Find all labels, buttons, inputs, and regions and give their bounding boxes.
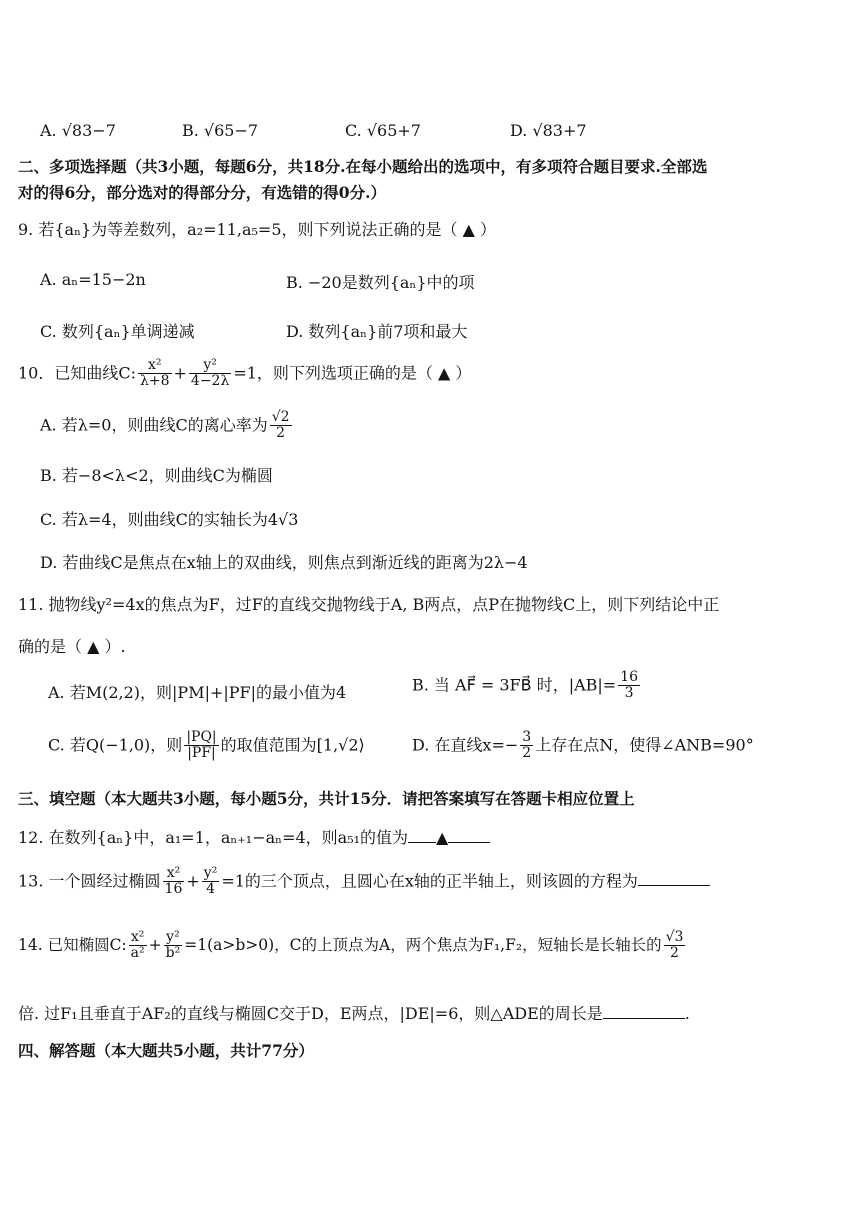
- q13-suffix: =1的三个顶点，且圆心在x轴的正半轴上，则该圆的方程为: [221, 871, 638, 891]
- q14-line1: [18, 930, 687, 962]
- q10-option-b: B. 若−8<λ<2，则曲线C为椭圆: [40, 466, 273, 485]
- q12-blank-right: [448, 841, 490, 843]
- q11-option-d-suffix: 上存在点N，使得∠ANB=90°: [535, 735, 754, 755]
- q11-option-c-suffix: 的取值范围为[1,√2⟩: [220, 735, 365, 755]
- q14-frac3: [664, 930, 686, 962]
- q14-frac3-den: 2: [670, 945, 679, 962]
- q10-frac2-num: y²: [189, 358, 231, 374]
- q9-option-a: A. aₙ=15−2n: [40, 270, 146, 289]
- q10-option-a-den: 2: [276, 425, 286, 442]
- q11-option-d-prefix: D. 在直线x=−: [412, 735, 519, 755]
- section2-header-line2: 对的得6分，部分选对的得部分分，有选错的得0分.）: [18, 183, 386, 202]
- q14-line2-text: 倍. 过F₁且垂直于AF₂的直线与椭圆C交于D，E两点，|DE|=6，则△ADE的周长是: [18, 1004, 603, 1023]
- q8-option-c: C. √65+7: [345, 121, 421, 140]
- q12: [18, 828, 490, 847]
- q14-frac2: [164, 930, 183, 962]
- q12-answer-mark: ▲: [436, 828, 449, 847]
- q13: [18, 866, 710, 898]
- q11-option-b-den: 3: [624, 685, 634, 702]
- q10-frac1-num: x²: [138, 358, 172, 374]
- q8-option-d: D. √83+7: [510, 121, 587, 140]
- q11-option-d-den: 2: [522, 745, 532, 762]
- q13-prefix: 13. 一个圆经过椭圆: [18, 871, 161, 891]
- q10-option-c: C. 若λ=4，则曲线C的实轴长为4√3: [40, 510, 299, 529]
- q10-option-d: D. 若曲线C是焦点在x轴上的双曲线，则焦点到渐近线的距离为2λ−4: [40, 553, 528, 572]
- q10-stem: [18, 358, 471, 390]
- q10-frac2: [189, 358, 231, 390]
- q11-option-b: [412, 670, 642, 702]
- q13-frac2-den: 4: [206, 881, 215, 898]
- q14-line2: [18, 1004, 690, 1023]
- q10-frac1: [138, 358, 172, 390]
- q9-option-d: D. 数列{aₙ}前7项和最大: [286, 322, 468, 341]
- q12-blank-left: [408, 841, 436, 843]
- q11-stem-line2: 确的是（ ▲ ）.: [18, 637, 126, 656]
- q9-option-c: C. 数列{aₙ}单调递减: [40, 322, 195, 341]
- q14-frac1-den: a²: [130, 945, 145, 962]
- q10-option-a-text: A. 若λ=0，则曲线C的离心率为: [40, 415, 268, 435]
- q10-option-a: [40, 410, 294, 442]
- q8-option-b: B. √65−7: [182, 121, 259, 140]
- q14-frac3-num: √3: [665, 929, 684, 945]
- section3-header: 三、填空题（本大题共3小题，每小题5分，共计15分．请把答案填写在答题卡相应位置上: [18, 789, 635, 808]
- q10-option-a-frac: [270, 410, 292, 442]
- q13-frac1-den: 16: [164, 881, 183, 898]
- section2-header-line1: 二、多项选择题（共3小题，每题6分，共18分.在每小题给出的选项中，有多项符合题目要求.全部选: [18, 157, 708, 176]
- q11-option-b-text: B. 当 AF⃗ = 3FB⃗ 时，|AB|=: [412, 675, 617, 695]
- q11-option-c-prefix: C. 若Q(−1,0)，则: [48, 735, 183, 755]
- q14-prefix: 14. 已知椭圆C:: [18, 935, 127, 954]
- q13-plus: +: [186, 871, 200, 891]
- q14-frac2-den: b²: [165, 945, 181, 962]
- q10-stem-suffix: =1，则下列选项正确的是（ ▲ ）: [233, 363, 472, 383]
- q14-answer-blank: [603, 1017, 685, 1019]
- q14-plus: +: [148, 935, 162, 954]
- q14-frac1-num: x²: [129, 930, 147, 946]
- q13-frac1-num: x²: [163, 866, 185, 882]
- q9-stem: 9. 若{aₙ}为等差数列，a₂=11,a₅=5，则下列说法正确的是（ ▲ ）: [18, 220, 496, 239]
- q11-option-c-num: |PQ|: [186, 729, 217, 745]
- q11-option-d: [412, 730, 754, 762]
- q13-answer-blank: [638, 884, 710, 886]
- q10-plus: +: [173, 363, 187, 383]
- q13-frac1: [163, 866, 185, 898]
- q9-option-b: B. −20是数列{aₙ}中的项: [286, 273, 475, 292]
- q12-text: 12. 在数列{aₙ}中，a₁=1，aₙ₊₁−aₙ=4，则a₅₁的值为: [18, 828, 409, 847]
- q11-option-d-frac: [520, 730, 533, 762]
- q11-option-b-frac: [618, 670, 640, 702]
- q13-frac2-num: y²: [203, 865, 218, 881]
- q10-stem-prefix: 10．已知曲线C:: [18, 363, 136, 383]
- q14-period: .: [684, 1004, 690, 1023]
- q10-frac2-den: 4−2λ: [190, 373, 230, 390]
- q11-option-c: [48, 730, 365, 762]
- q11-option-c-den: |PF|: [187, 745, 216, 762]
- q11-option-b-num: 16: [620, 669, 639, 685]
- section4-header: 四、解答题（本大题共5小题，共计77分）: [18, 1041, 314, 1060]
- q11-stem-line1: 11. 抛物线y²=4x的焦点为F，过F的直线交抛物线于A, B两点，点P在抛物线C上，则下列结论中正: [18, 595, 720, 614]
- q11-option-c-frac: [184, 730, 218, 762]
- q13-frac2: [202, 866, 220, 898]
- q14-mid: =1(a>b>0)，C的上顶点为A，两个焦点为F₁,F₂，短轴长是长轴长的: [184, 935, 662, 954]
- q11-option-a: A. 若M(2,2)，则|PM|+|PF|的最小值为4: [48, 683, 347, 702]
- q10-option-a-num: √2: [271, 409, 290, 425]
- q14-frac1: [129, 930, 147, 962]
- q11-option-d-num: 3: [522, 729, 532, 745]
- q10-frac1-den: λ+8: [140, 373, 170, 390]
- q8-option-a: A. √83−7: [40, 121, 116, 140]
- q14-frac2-num: y²: [164, 930, 183, 946]
